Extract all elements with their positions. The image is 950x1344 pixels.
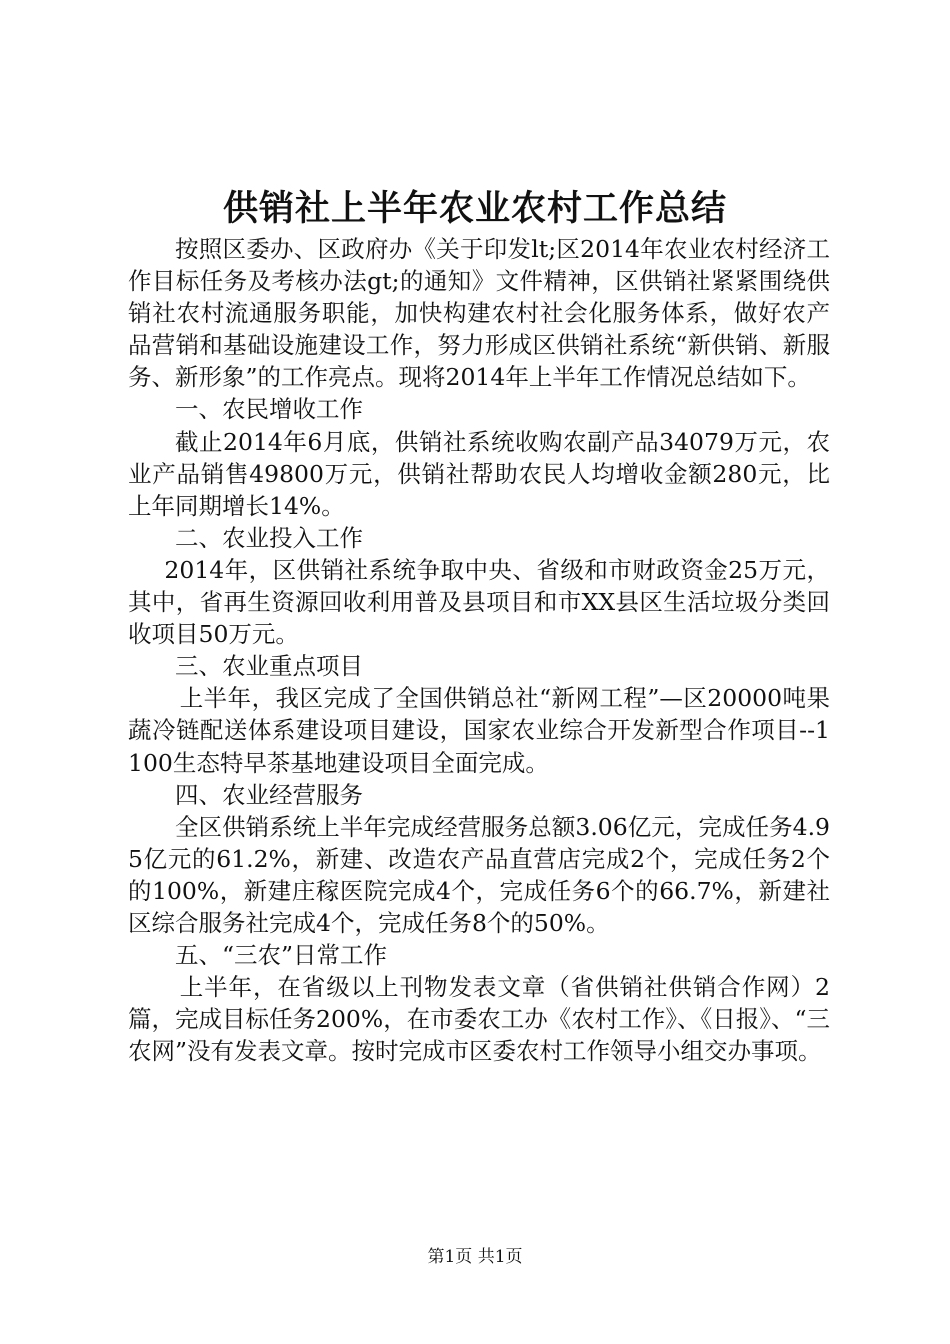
page-footer: 第1页 共1页 xyxy=(427,1247,523,1267)
section-text-5: 上半年，在省级以上刊物发表文章（省供销社供销合作网）2篇，完成目标任务200%，在市委农工办《农村工作》、《日报》、“三农网”没有发表文章。按时完成市区委农村工作领导小组交办事项。 xyxy=(128,973,830,1066)
section-heading-2: 二、农业投入工作 xyxy=(175,523,363,552)
intro-paragraph: 按照区委办、区政府办《关于印发lt;区2014年农业农村经济工作目标任务及考核办法gt;的通知》文件精神，区供销社紧紧围绕供销社农村流通服务职能，加快构建农村社会化服务体系，做好农产品营销和基础设施建设工作，努力形成区供销社系统“新供销、新服务、新形象”的工作亮点。现将2014年上半年工作情况总结如下。 xyxy=(128,235,830,392)
section-heading-3: 三、农业重点项目 xyxy=(175,652,363,681)
section-text-3: 上半年，我区完成了全国供销总社“新网工程”—区20000吨果蔬冷链配送体系建设项目建设，国家农业综合开发新型合作项目--1100生态特早茶基地建设项目全面完成。 xyxy=(128,684,830,777)
section-text-1: 截止2014年6月底，供销社系统收购农副产品34079万元，农业产品销售49800万元，供销社帮助农民人均增收金额280元，比上年同期增长14%。 xyxy=(128,427,830,520)
section-heading-1: 一、农民增收工作 xyxy=(175,395,363,424)
document-body xyxy=(128,233,830,1067)
section-heading-4: 四、农业经营服务 xyxy=(175,780,363,809)
section-text-4: 全区供销系统上半年完成经营服务总额3.06亿元，完成任务4.95亿元的61.2%，新建、改造农产品直营店完成2个，完成任务2个的100%，新建庄稼医院完成4个，完成任务6个的66.7%，新建社区综合服务社完成4个，完成任务8个的50%。 xyxy=(128,812,830,937)
document-title: 供销社上半年农业农村工作总结 xyxy=(222,189,727,229)
section-heading-5: 五、“三农”日常工作 xyxy=(175,941,388,970)
section-text-2: 2014年，区供销社系统争取中央、省级和市财政资金25万元，其中，省再生资源回收利用普及县项目和市XX县区生活垃圾分类回收项目50万元。 xyxy=(128,555,830,649)
